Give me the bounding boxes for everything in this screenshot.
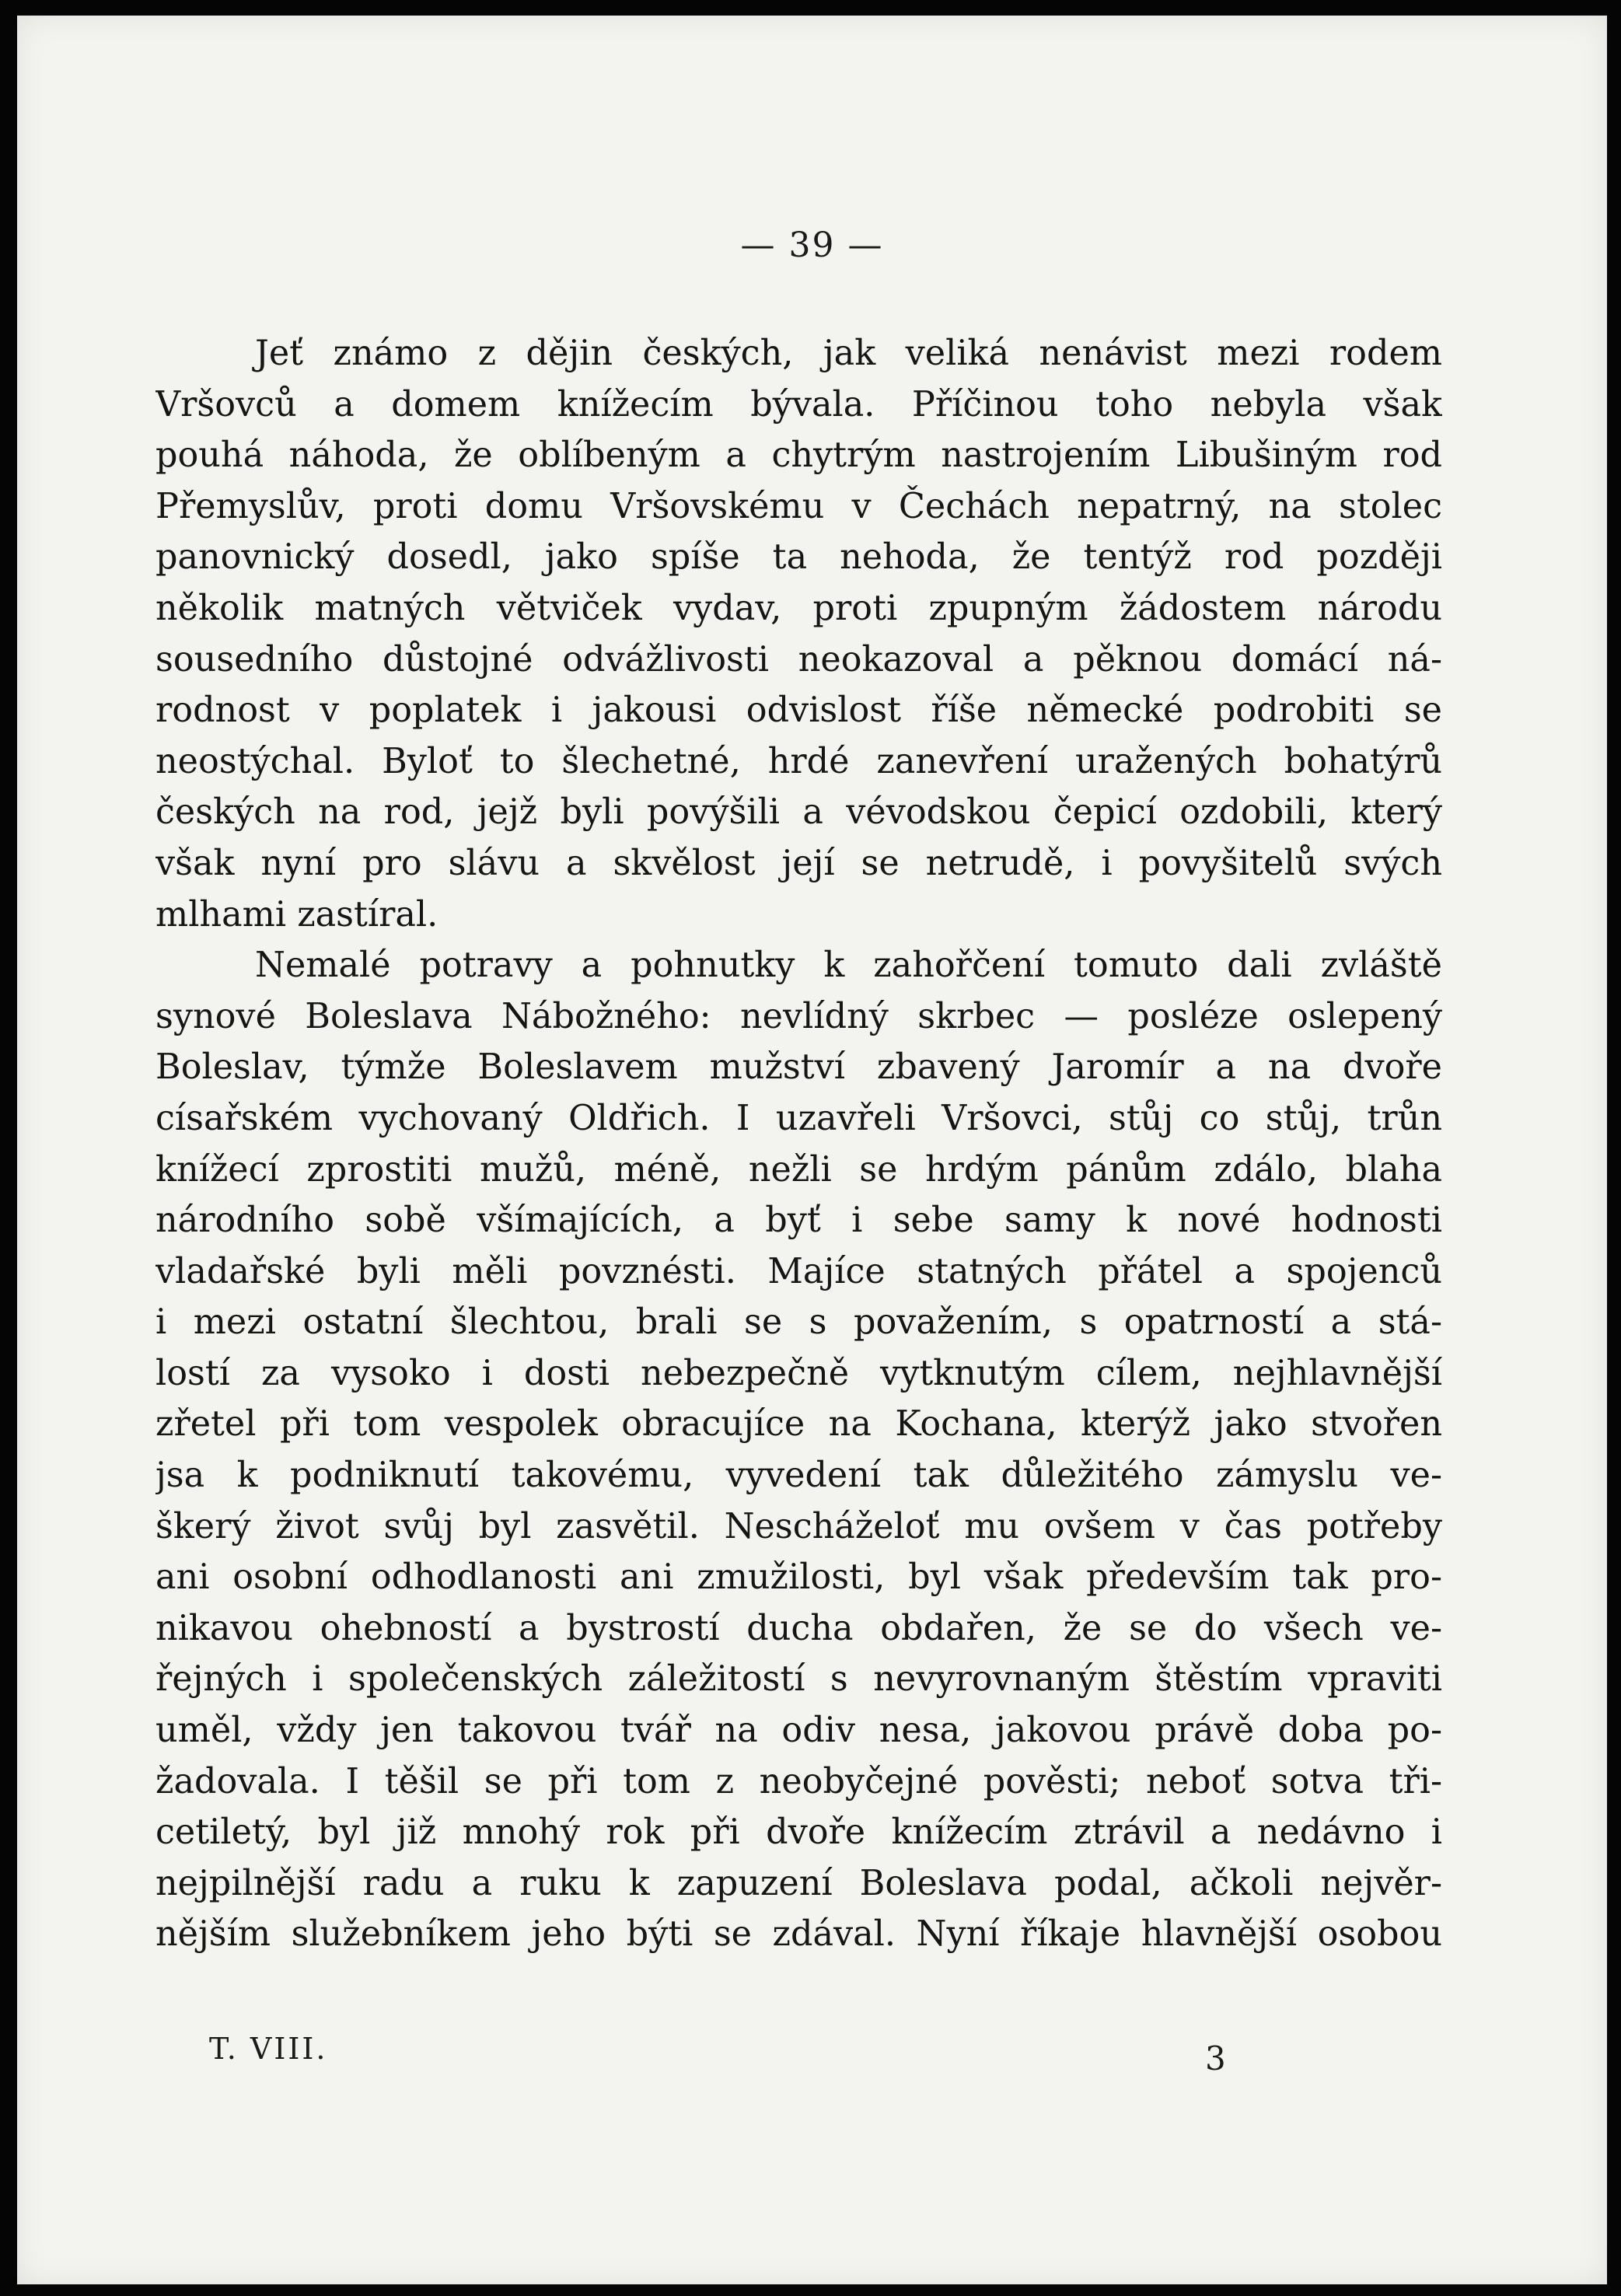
text-line: Vršovců a domem knížecím bývala. Příčinou toho nebyla však	[155, 384, 1442, 425]
text-line: i mezi ostatní šlechtou, brali se s považením, s opatrností a stá-	[155, 1302, 1442, 1343]
text-line: synové Boleslava Nábožného: nevlídný skrbec — posléze oslepený	[155, 996, 1442, 1036]
text-line: zřetel při tom vespolek obracujíce na Kochana, kterýž jako stvořen	[155, 1404, 1442, 1445]
text-line: uměl, vždy jen takovou tvář na odiv nesa, jakovou právě doba po-	[155, 1711, 1442, 1751]
text-line: Nemalé potravy a pohnutky k zahořčení tomuto dali zvláště	[255, 945, 1442, 986]
book-page	[17, 16, 1607, 2284]
text-line: lostí za vysoko i dosti nebezpečně vytknutým cílem, nejhlavnější	[155, 1353, 1442, 1393]
text-line: nikavou ohebností a bystrostí ducha obdařen, že se do všech ve-	[155, 1608, 1442, 1648]
text-line: pouhá náhoda, že oblíbeným a chytrým nastrojením Libušiným rod	[155, 435, 1442, 476]
printer-signature-mark: T. VIII.	[209, 2032, 328, 2066]
body-text	[155, 328, 1442, 1960]
text-line: škerý život svůj byl zasvětil. Nescháželoť mu ovšem v čas potřeby	[155, 1506, 1442, 1546]
gathering-number: 3	[1205, 2039, 1226, 2078]
text-line: neostýchal. Byloť to šlechetné, hrdé zanevření uražených bohatýrů	[155, 741, 1442, 781]
page-number: — 39 —	[740, 225, 884, 265]
text-line: nejpilnější radu a ruku k zapuzení Boleslava podal, ačkoli nejvěr-	[155, 1863, 1442, 1903]
text-line: ani osobní odhodlanosti ani zmužilosti, byl však především tak pro-	[155, 1557, 1442, 1598]
text-line: Boleslav, týmže Boleslavem mužství zbavený Jaromír a na dvoře	[155, 1047, 1442, 1088]
text-line: Jeť známo z dějin českých, jak veliká nenávist mezi rodem	[255, 334, 1442, 373]
text-line: mlhami zastíral.	[155, 894, 438, 935]
text-line: Přemyslův, proti domu Vršovskému v Čechách nepatrný, na stolec	[155, 486, 1442, 526]
text-line: vladařské byli měli povznésti. Majíce statných přátel a spojenců	[155, 1251, 1442, 1291]
text-line: nějším služebníkem jeho býti se zdával. Nyní říkaje hlavnější osobou	[155, 1914, 1442, 1955]
text-line: však nyní pro slávu a skvělost její se netrudě, i povyšitelů svých	[155, 843, 1442, 883]
text-line: několik matných větviček vydav, proti zpupným žádostem národu	[155, 588, 1442, 628]
text-line: sousedního důstojné odvážlivosti neokazoval a pěknou domácí ná-	[155, 639, 1442, 680]
text-line: panovnický dosedl, jako spíše ta nehoda, že tentýž rod později	[155, 537, 1442, 578]
text-line: žadovala. I těšil se při tom z neobyčejné pověsti; neboť sotva tři-	[155, 1761, 1442, 1802]
text-line: jsa k podniknutí takovému, vyvedení tak důležitého zámyslu ve-	[155, 1456, 1442, 1496]
text-line: řejných i společenských záležitostí s nevyrovnaným štěstím vpraviti	[155, 1659, 1442, 1700]
text-line: cetiletý, byl již mnohý rok při dvoře knížecím ztrávil a nedávno i	[155, 1812, 1442, 1853]
text-line: českých na rod, jejž byli povýšili a vévodskou čepicí ozdobili, který	[155, 792, 1442, 833]
text-line: císařském vychovaný Oldřich. I uzavřeli Vršovci, stůj co stůj, trůn	[155, 1098, 1442, 1138]
text-line: národního sobě všímajících, a byť i sebe samy k nové hodnosti	[155, 1200, 1442, 1241]
text-line: rodnost v poplatek i jakousi odvislost říše německé podrobiti se	[155, 690, 1442, 731]
text-line: knížecí zprostiti mužů, méně, nežli se hrdým pánům zdálo, blaha	[155, 1149, 1442, 1190]
